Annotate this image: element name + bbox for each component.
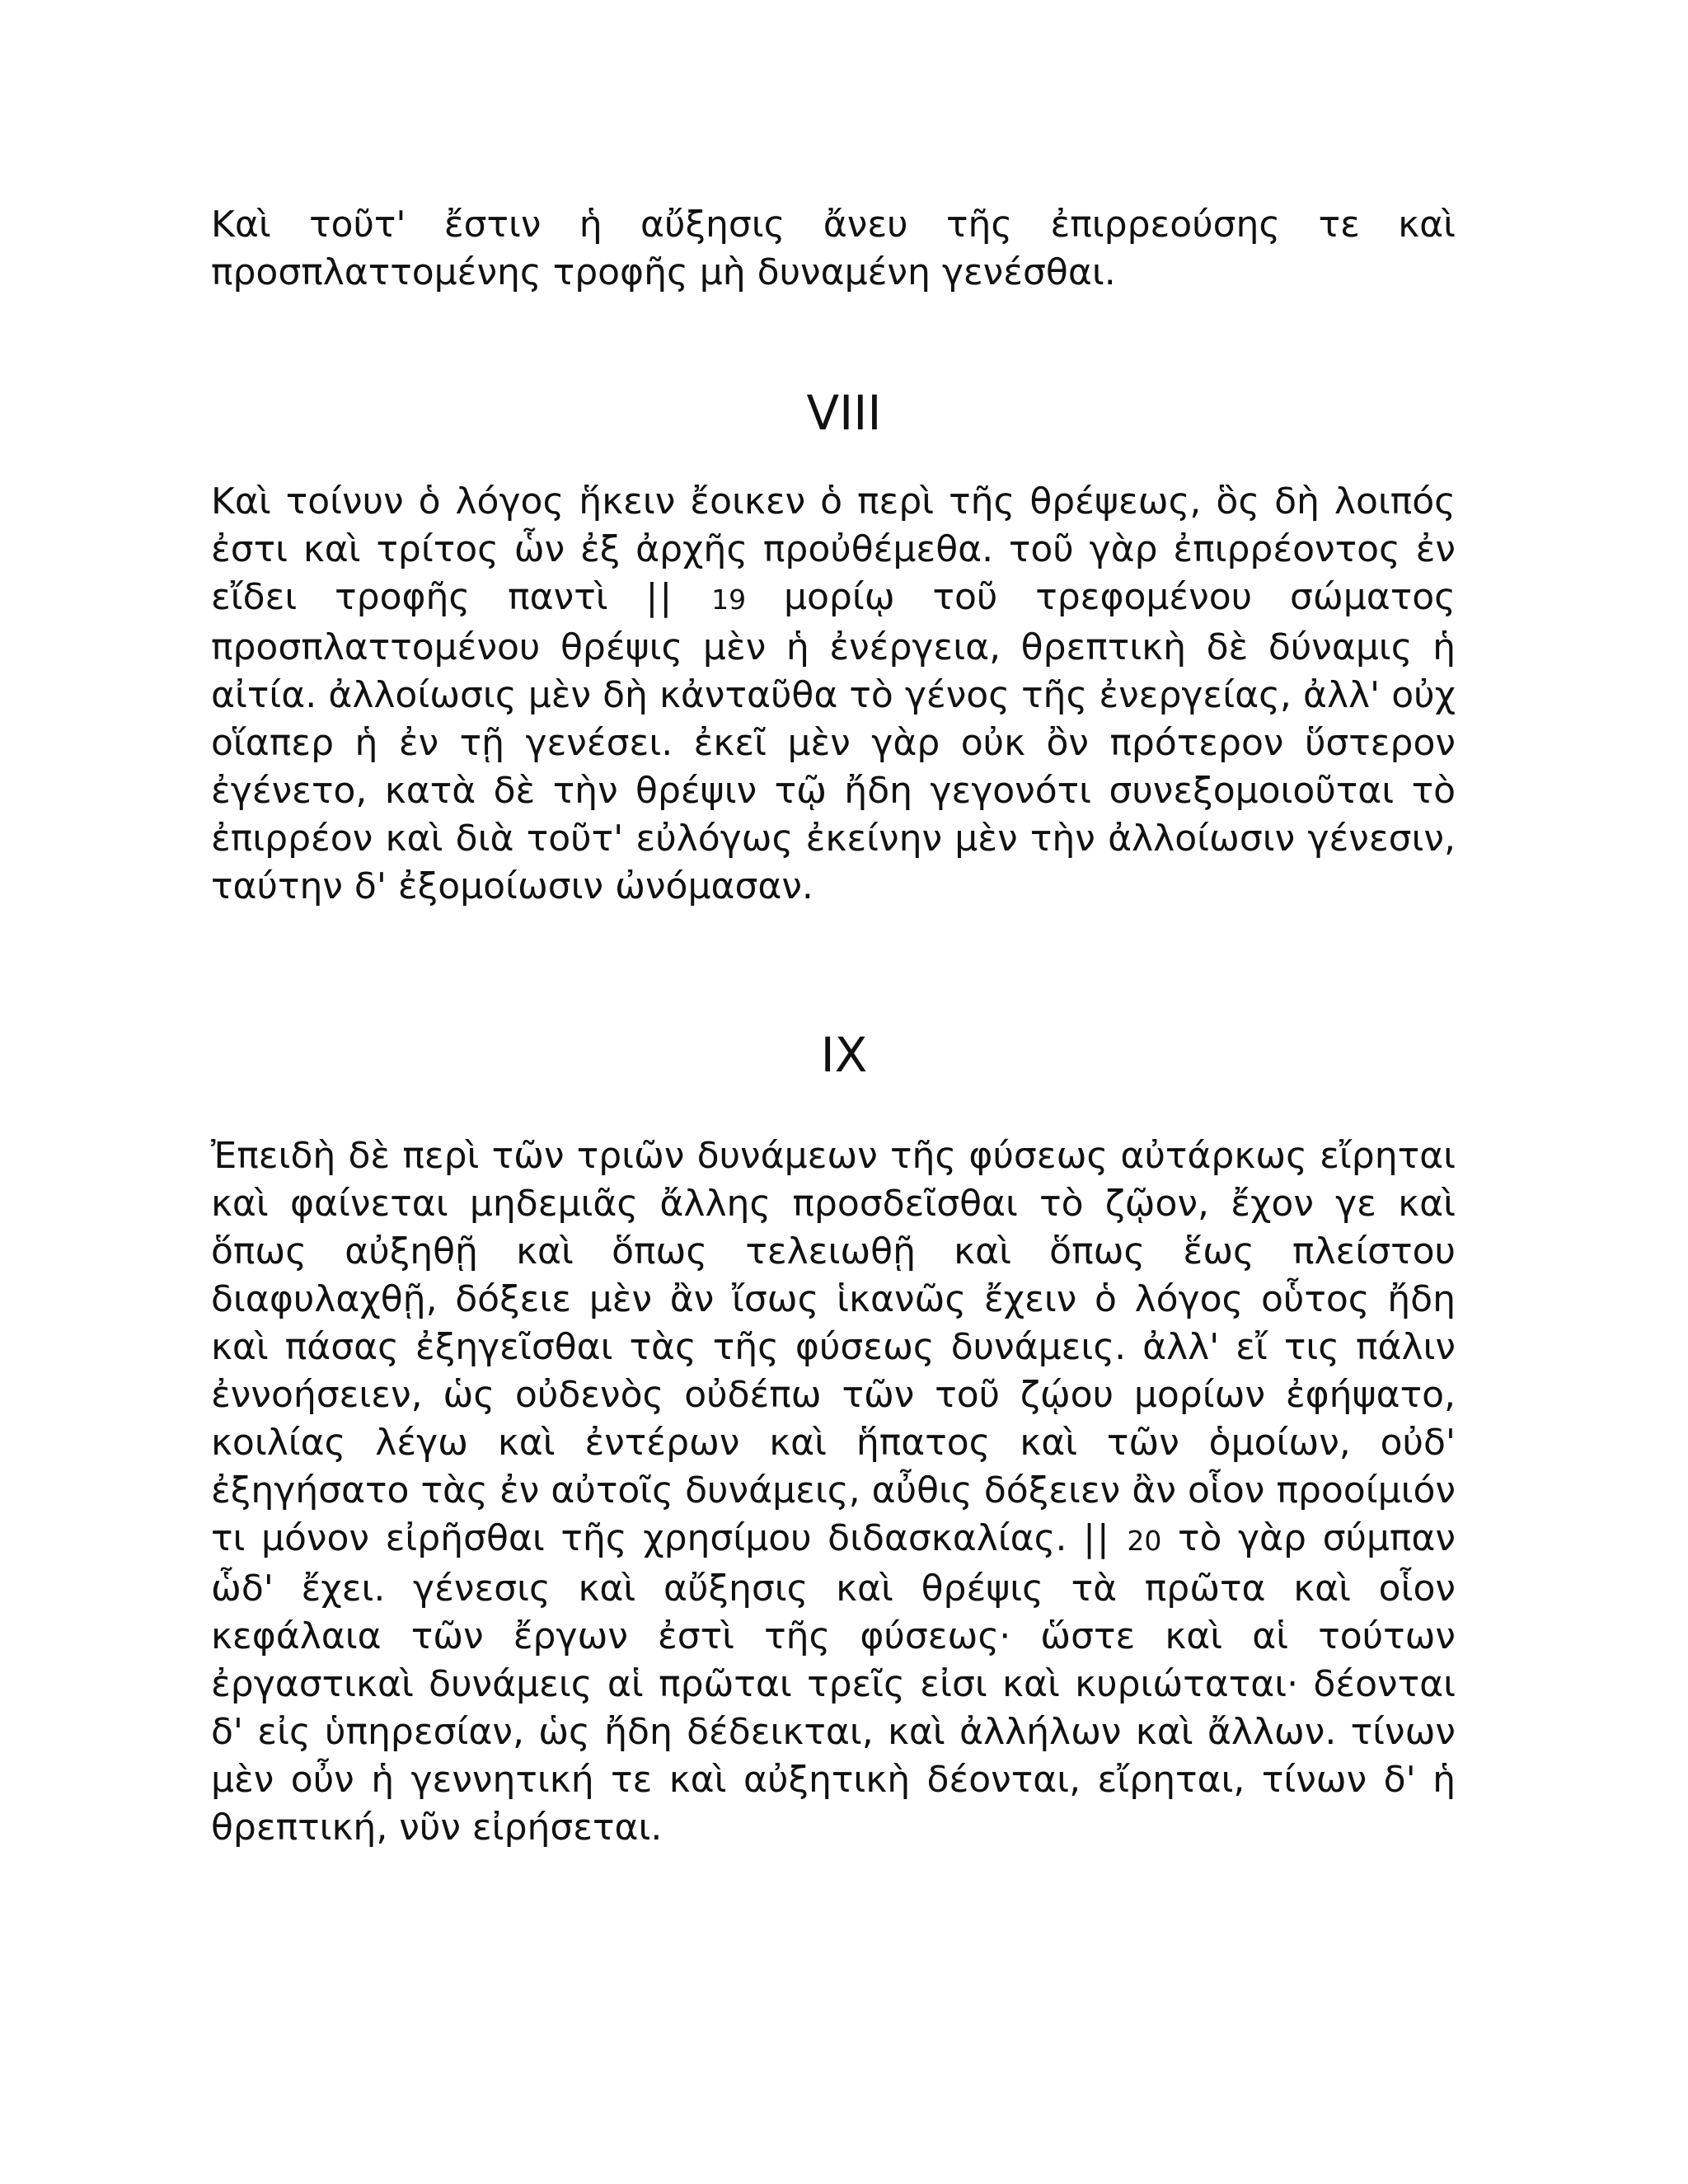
page-marker-separator: || — [645, 576, 674, 618]
paragraph-2 — [211, 478, 1456, 911]
section-heading-viii: VIII — [806, 385, 882, 441]
section-heading-ix: IX — [820, 1027, 868, 1083]
paragraph-1: Καὶ τοῦτ' ἔστιν ἡ αὔξησις ἄνευ τῆς ἐπιρρεούσης τε καὶ προσπλαττομένης τροφῆς μὴ δυναμένη γενέσθαι. — [211, 204, 1456, 293]
paragraph-3-text-a: Ἐπειδὴ δὲ περὶ τῶν τριῶν δυνάμεων τῆς φύσεως αὐτάρκως εἴρηται καὶ φαίνεται μηδεμιᾶς ἄλλης προσδεῖσθαι τὸ ζῷον, ἔχον γε καὶ ὅπως αὐξηθῇ καὶ ὅπως τελειωθῇ καὶ ὅπως ἕως πλείστου διαφυλαχθῇ, δόξειε μὲν ἂν ἴσως ἱκανῶς ἔχειν ὁ λόγος οὗτος ἤδη καὶ πάσας ἐξηγεῖσθαι τὰς τῆς φύσεως δυνάμεις. ἀλλ' εἴ τις πάλιν ἐννοήσειεν, ὡς οὐδενὸς οὐδέπω τῶν τοῦ ζῴου μορίων ἐφήψατο, κοιλίας λέγω καὶ ἐντέρων καὶ ἥπατος καὶ τῶν ὁμοίων, οὐδ' ἐξηγήσατο τὰς ἐν αὐτοῖς δυνάμεις, αὖθις δόξειεν ἂν οἷον προοίμιόν τι μόνον εἰρῆσθαι τῆς χρησίμου διδασκαλίας. — [211, 1135, 1456, 1559]
page-marker-separator: || — [1083, 1517, 1111, 1559]
page-number-marker: 19 — [711, 583, 747, 616]
paragraph-2-text-a: Καὶ τοίνυν ὁ λόγος ἥκειν ἔοικεν ὁ περὶ τῆς θρέψεως, ὃς δὴ λοιπός ἐστι καὶ τρίτος ὧν ἐξ ἀρχῆς προὐθέμεθα. τοῦ γὰρ ἐπιρρέοντος ἐν εἴδει τροφῆς παντὶ — [211, 480, 1456, 618]
paragraph-3-text-b: τὸ γὰρ σύμπαν ὧδ' ἔχει. γένεσις καὶ αὔξησις καὶ θρέψις τὰ πρῶτα καὶ οἷον κεφάλαια τῶν ἔργων ἐστὶ τῆς φύσεως· ὥστε καὶ αἱ τούτων ἐργαστικαὶ δυνάμεις αἱ πρῶται τρεῖς εἰσι καὶ κυριώταται· δέονται δ' εἰς ὑπηρεσίαν, ὡς ἤδη δέδεικται, καὶ ἀλλήλων καὶ ἄλλων. τίνων μὲν οὖν ἡ γεννητική τε καὶ αὐξητικὴ δέονται, εἴρηται, τίνων δ' ἡ θρεπτική, νῦν εἰρήσεται. — [211, 1517, 1456, 1849]
paragraph-2-text-b: μορίῳ τοῦ τρεφομένου σώματος προσπλαττομένου θρέψις μὲν ἡ ἐνέργεια, θρεπτικὴ δὲ δύναμις ἡ αἰτία. ἀλλοίωσις μὲν δὴ κἀνταῦθα τὸ γένος τῆς ἐνεργείας, ἀλλ' οὐχ οἵαπερ ἡ ἐν τῇ γενέσει. ἐκεῖ μὲν γὰρ οὐκ ὂν πρότερον ὕστερον ἐγένετο, κατὰ δὲ τὴν θρέψιν τῷ ἤδη γεγονότι συνεξομοιοῦται τὸ ἐπιρρέον καὶ διὰ τοῦτ' εὐλόγως ἐκείνην μὲν τὴν ἀλλοίωσιν γένεσιν, ταύτην δ' ἐξομοίωσιν ὠνόμασαν. — [211, 576, 1456, 907]
paragraph-3 — [211, 1132, 1456, 1852]
page-number-marker: 20 — [1127, 1525, 1162, 1557]
